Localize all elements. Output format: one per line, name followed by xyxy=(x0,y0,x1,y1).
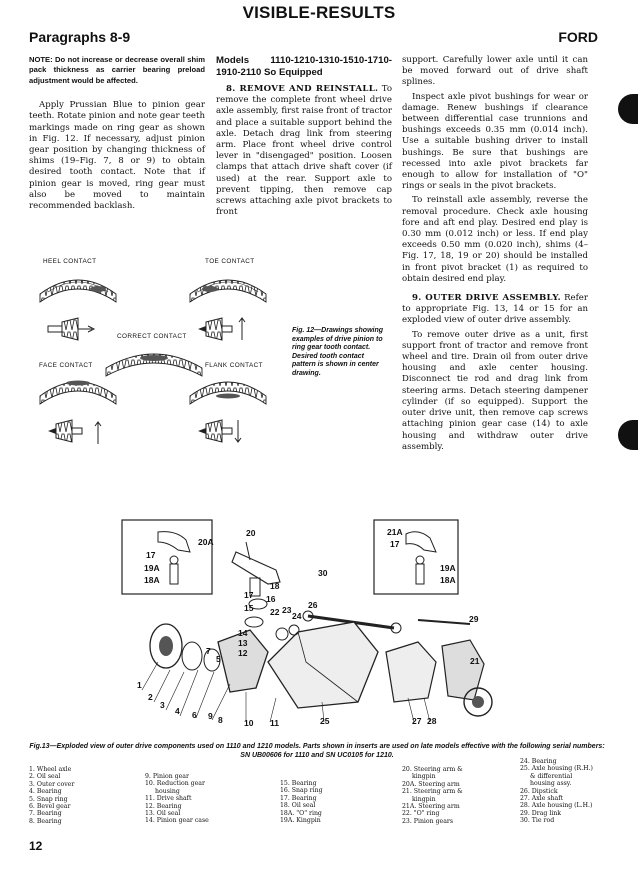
label-heel-contact: HEEL CONTACT xyxy=(43,258,97,265)
gear-flank-contact xyxy=(190,382,266,404)
legend-item: 1. Wheel axle xyxy=(29,766,72,773)
steering-arm-20 xyxy=(232,552,280,584)
models-title: Models 1110-1210-1310-1510-1710-1910-2110 So Equipped xyxy=(216,55,392,78)
pinion-heel-contact xyxy=(48,318,94,340)
gear-contact-drawings xyxy=(28,266,288,456)
note-shim-pack: NOTE: Do not increase or decrease overall shim pack thickness as carrier bearing preload adjustment would be affected. xyxy=(29,55,205,85)
legend-item: 18A. "O" ring xyxy=(280,809,322,817)
pinion-flank-contact xyxy=(198,420,241,442)
label-toe-contact: TOE CONTACT xyxy=(205,258,255,265)
running-header-right: FORD xyxy=(558,29,598,45)
paragraph-reinstall: To reinstall axle assembly, reverse the removal procedure. Check axle housing fore and aft end play. Desired end play is 0.30 mm (0.012 inch) or less. If end play exceeds 0.50 mm (0.020 inch), shims (4–Fig. 17, 18, 19 or 20) should be installed in front pivot bracket (1) as required to obtain desired end play. xyxy=(402,195,588,284)
drag-link-29 xyxy=(418,620,470,624)
legend-item: 25. Axle housing (R.H.) xyxy=(520,765,593,773)
legend-item: & differential xyxy=(530,772,573,780)
legend-item: 22. "O" ring xyxy=(402,810,440,818)
figure-12-caption: Fig. 12—Drawings showing examples of drive pinion to ring gear tooth contact. Desired tooth contact pattern is shown in center drawing. xyxy=(292,327,384,377)
legend-item: 9. Pinion gear xyxy=(145,773,189,780)
callout: 9 xyxy=(208,711,213,721)
watermark-banner: VISIBLE-RESULTS xyxy=(242,3,396,22)
legend-item: 4. Bearing xyxy=(29,788,62,796)
callout: 30 xyxy=(318,568,328,578)
callout: 18A xyxy=(144,575,160,585)
paragraph-prussian-blue: Apply Prussian Blue to pinion gear teeth. Rotate pinion and note gear teeth markings made on ring gear as shown in Fig. 12. If necessary, adjust pinion gear position by changing thickness of shims (19–Fig. 7, 8 or 9) to obtain desired tooth contact. Note that if pinion gear is moved, ring gear must also be moved to maintain recommended backlash. xyxy=(29,100,205,212)
callout: 7 xyxy=(206,646,211,656)
callout: 11 xyxy=(270,718,279,728)
callout: 20 xyxy=(246,528,256,538)
gear-heel-contact xyxy=(40,280,116,302)
paragraph-remove-outer-drive: To remove outer drive as a unit, first support front of tractor and remove front wheel and tire. Drain oil from outer drive housing and axle center housing. Disconnect tie rod and drag link from steering arms. Detach steering dampener cylinder (if so equipped). Support the outer drive unit, then remove cap screws attaching pinion gear case (14) to axle housing and withdraw outer drive assembly. xyxy=(402,329,588,452)
callout: 20A xyxy=(198,537,214,547)
legend-item: 10. Reduction gear xyxy=(145,780,205,788)
callout: 12 xyxy=(238,648,248,658)
callout: 18A xyxy=(440,575,456,585)
legend-item: 12. Bearing xyxy=(145,802,182,810)
legend-item: 14. Pinion gear case xyxy=(145,817,209,825)
callout: 17 xyxy=(244,590,254,600)
callout: 26 xyxy=(308,600,318,610)
legend-item: 8. Bearing xyxy=(29,817,62,825)
callout: 19A xyxy=(440,563,456,573)
legend-item: 17. Bearing xyxy=(280,794,317,802)
pinion-face-contact xyxy=(48,420,101,444)
legend-item: 13. Oil seal xyxy=(145,810,181,818)
column-3 xyxy=(402,55,588,456)
legend-column-4 xyxy=(402,766,463,825)
callout: 17 xyxy=(390,539,400,549)
callout: 18 xyxy=(270,581,280,591)
legend-item: 26. Dipstick xyxy=(520,787,558,795)
callout: 25 xyxy=(320,716,330,726)
callout: 8 xyxy=(218,715,223,725)
section-9-text: Refer to appropriate Fig. 13, 14 or 15 for an exploded view of outer drive assembly. xyxy=(402,293,588,326)
legend-item: kingpin xyxy=(412,773,436,781)
legend-column-5 xyxy=(520,758,593,825)
legend-item: housing xyxy=(155,787,180,795)
binder-tab xyxy=(618,94,638,124)
legend-item: 11. Drive shaft xyxy=(145,795,192,803)
legend-item: 6. Bevel gear xyxy=(29,803,71,811)
figure-13-exploded-view xyxy=(118,512,530,738)
pinion-toe-contact xyxy=(198,318,245,340)
insert-left-box xyxy=(122,520,212,594)
column-2 xyxy=(216,55,392,221)
callout: 21 xyxy=(470,656,480,666)
legend-item: 5. Snap ring xyxy=(29,795,68,803)
legend-item: 30. Tie rod xyxy=(520,817,555,825)
paragraph-inspect-bushings: Inspect axle pivot bushings for wear or damage. Renew bushings if clearance between differential case trunnions and bushings exceeds 0.35 mm (0.014 inch). Use a suitable bushing driver to install bushings. Be sure that bushings are recessed into axle pivot brackets far enough to allow for installation of "O" rings or seals in the pivot brackets. xyxy=(402,91,588,192)
legend-item: 19A. Kingpin xyxy=(280,817,321,825)
legend-item: 21A. Steering arm xyxy=(402,803,460,811)
callout: 4 xyxy=(175,706,180,716)
outer-drive-right xyxy=(442,640,484,700)
gear-face-contact xyxy=(40,381,116,405)
legend-column-2 xyxy=(145,773,209,825)
legend-item: 28. Axle housing (L.H.) xyxy=(520,802,593,810)
callout: 19A xyxy=(144,563,160,573)
callout: 27 xyxy=(412,716,422,726)
callout: 28 xyxy=(427,716,437,726)
legend-item: 3. Outer cover xyxy=(29,780,75,788)
callout: 2 xyxy=(148,692,153,702)
callout: 3 xyxy=(160,700,165,710)
page-number: 12 xyxy=(29,839,43,853)
axle-housing-lh xyxy=(386,642,436,702)
callout: 23 xyxy=(282,605,292,615)
callout: 22 xyxy=(270,607,280,617)
legend-item: 20A. Steering arm xyxy=(402,780,460,788)
legend-item: 20. Steering arm & xyxy=(402,766,463,773)
legend-item: 23. Pinion gears xyxy=(402,817,454,825)
callout: 1 xyxy=(137,680,142,690)
legend-item: 2. Oil seal xyxy=(29,773,61,781)
section-8-heading: 8. REMOVE AND REINSTALL. xyxy=(226,84,379,94)
axle-housing-rh xyxy=(268,622,378,708)
callout: 16 xyxy=(266,594,276,604)
paragraph-support: support. Carefully lower axle until it can be moved forward out of drive shaft splines. xyxy=(402,55,588,88)
label-flank-contact: FLANK CONTACT xyxy=(205,362,263,369)
label-face-contact: FACE CONTACT xyxy=(39,362,93,369)
legend-item: 15. Bearing xyxy=(280,780,317,787)
legend-column-3 xyxy=(280,780,323,824)
binder-tab xyxy=(618,420,638,450)
legend-item: 24. Bearing xyxy=(520,758,557,765)
callout: 15 xyxy=(244,603,254,613)
label-correct-contact: CORRECT CONTACT xyxy=(117,333,187,340)
legend-item: 16. Snap ring xyxy=(280,787,323,795)
gear-toe-contact xyxy=(190,280,266,302)
legend-column-1 xyxy=(29,766,74,825)
callout: 17 xyxy=(146,550,156,560)
callout: 6 xyxy=(192,710,197,720)
callout: 5 xyxy=(216,654,221,664)
callout: 13 xyxy=(238,638,248,648)
legend-item: kingpin xyxy=(412,795,436,803)
callout: 29 xyxy=(469,614,479,624)
section-9-heading: 9. OUTER DRIVE ASSEMBLY. xyxy=(412,293,561,304)
legend-item: 29. Drag link xyxy=(520,809,562,817)
figure-13-caption: Fig.13—Exploded view of outer drive components used on 1110 and 1210 models. Parts shown in inserts are used on late models effective with the following serial numbers: SN UB00606 for 1110 and SN UC0105 for 1210. xyxy=(29,743,605,759)
section-8-text: To remove the complete front wheel drive axle assembly, first raise front of tractor and place a suitable support behind the axle. Detach drag link from steering arm. Place front wheel drive control lever in "disengaged" position. Loosen clamps that attach drive shaft cover (if used) at the rear. Support axle to prevent tipping, then remove cap screws attaching axle pivot brackets to front xyxy=(216,84,392,218)
legend-item: 7. Bearing xyxy=(29,810,62,818)
legend-item: 18. Oil seal xyxy=(280,802,316,810)
callout: 14 xyxy=(238,628,248,638)
column-1 xyxy=(29,55,205,215)
callout: 24 xyxy=(292,611,302,621)
gear-correct-contact xyxy=(106,354,202,376)
legend-item: 27. Axle shaft xyxy=(520,795,563,803)
callout: 21A xyxy=(387,527,403,537)
legend-item: 21. Steering arm & xyxy=(402,788,463,796)
callout: 10 xyxy=(244,718,254,728)
running-header-left: Paragraphs 8-9 xyxy=(29,29,131,45)
legend-item: housing assy. xyxy=(530,780,572,788)
